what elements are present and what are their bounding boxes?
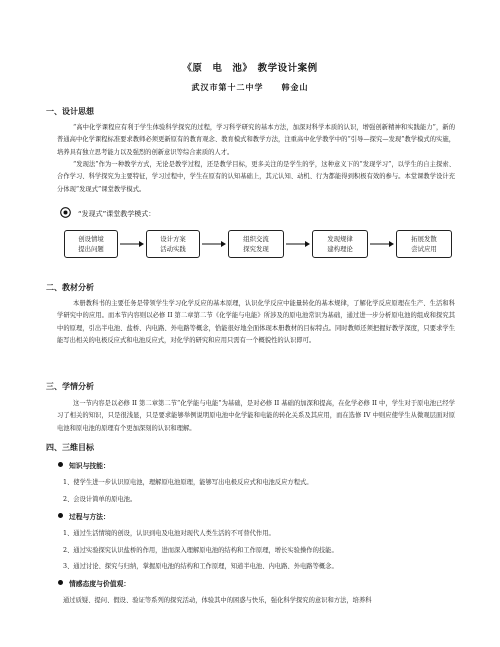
objective-group-knowledge-title: 知识与技能： [69,462,110,470]
objective-item: 2、通过实验探究认识盐桥的作用，进而深入理解原电池的结构和工作原理，增长实验操作的技能。 [63,547,338,554]
objective-group-attitude-title: 情感态度与价值观： [69,580,131,588]
section-heading-material-analysis: 二、教材分析 [46,283,94,292]
flow-step-2 [146,230,200,258]
objective-item: 3、通过讨论、探究与归纳，掌握原电池的结构和工作原理，知道半电池、内电路、外电路等概念。 [63,563,338,570]
bullet-icon [58,513,63,518]
section-heading-learner-analysis: 三、学情分析 [46,382,94,391]
objective-group-knowledge [58,460,110,470]
section-heading-design-idea: 一、设计思想 [46,107,94,116]
flow-step-2-line2: 活动实践 [160,245,186,253]
paragraph-design-idea-1: “高中化学课程应有利于学生体验科学探究的过程，学习科学研究的基本方法，加深对科学本质的认识，增强创新精神和实践能力”，新的普通高中化学课程标准要求教师必须更新原有的教育观念、教育模式和教学方法，注重高中化学教学中的“引导—探究—发现”教学模式的实施，培养具有独立思考能力以及强烈的创新意识等综合素质的人才。 [57,124,455,156]
arrow-right-icon [370,240,394,248]
objective-item: 通过质疑、提问、假设、验证等系列的探究活动，体验其中的困惑与快乐，强化科学探究的意识和方法，培养科 [63,597,372,604]
bullet-icon [58,462,63,467]
flow-step-1-line2: 提出问题 [78,245,104,253]
arrow-right-icon [120,240,144,248]
arrow-right-icon [286,240,310,248]
diagram-title: “发现式”课堂教学模式： [78,210,156,218]
bullet-icon [58,580,63,585]
objective-item: 1、使学生进一步认识原电池，理解原电池原理，能够写出电极反应式和电池反应方程式。 [63,479,313,486]
objective-item: 2、会设计简单的原电池。 [63,496,137,503]
flow-step-4-line2: 建构理论 [327,245,353,253]
flow-step-2-line1: 设计方案 [160,235,186,243]
flow-step-1-line1: 创设情境 [78,235,104,243]
flow-step-4 [312,230,368,258]
flow-step-3 [228,230,284,258]
paragraph-material-analysis: 本册教科书的主要任务是带领学生学习化学反应的基本原理，认识化学反应中能量转化的基本规律，了解化学反应原理在生产、生活和科学研究中的应用。而本节内容则以必修 II 第二章第二节《化学能与电能》所涉及的原电池常识为基础，通过进一步分析原电池的组成和探究其中的原理，引出半电池、盐桥、内电路、外电路等概念，恰能很好地全面体现本册教材的目标特点。同时教师还须把握好教学深度，只要求学生能写出相关的电极反应式和电池反应式，对化学的研究和应用只需有一个概貌性的认识即可。 [57,300,455,344]
flow-step-3-line1: 组织交流 [243,235,269,243]
objective-item: 1、通过生活情境的创设，认识到电及电池对现代人类生活的不可替代作用。 [63,530,275,537]
objective-group-process [58,511,110,521]
flow-step-5-line2: 尝试应用 [411,245,437,253]
flow-step-1 [64,230,118,258]
flow-step-3-line2: 探究发现 [243,245,269,253]
flow-step-5-line1: 拓展发散 [411,235,437,243]
arrow-right-icon [202,240,226,248]
paragraph-learner-analysis: 这一节内容是以必修 II 第二章第二节“化学能与电能”为基础，是对必修 II 基础的加深和提高，在化学必修 II 中，学生对于原电池已经学习了相关的知识，只是很浅显，只是要求能够举例说明原电池中化学能和电能的转化关系及其应用，而在选修 IV 中则应使学生从微观层面对原电池和原电池的原理有个更加深刻的认识和理解。 [57,400,455,432]
section-heading-objectives: 四、三维目标 [46,443,94,452]
document-author: 武汉市第十二中学 韩金山 [191,82,309,92]
objective-group-process-title: 过程与方法： [69,513,110,521]
flow-step-4-line1: 发现规律 [327,235,353,243]
target-icon [60,207,71,218]
flow-step-5 [396,230,452,258]
objective-group-attitude [58,578,130,588]
document-title: 《原 电 池》 教学设计案例 [182,63,318,74]
paragraph-design-idea-2: “发现法”作为一种教学方式，无论是教学过程，还是教学目标，更多关注的是学生的学，这种意义下的“发现学习”，以学生的自主探索、合作学习、科学探究为主要特征，学习过程中，学生在原有的认知基础上，其元认知、动机、行为都能得到积极有效的参与。本堂课教学设计充分体现“发现式”课堂教学模式。 [57,161,455,193]
